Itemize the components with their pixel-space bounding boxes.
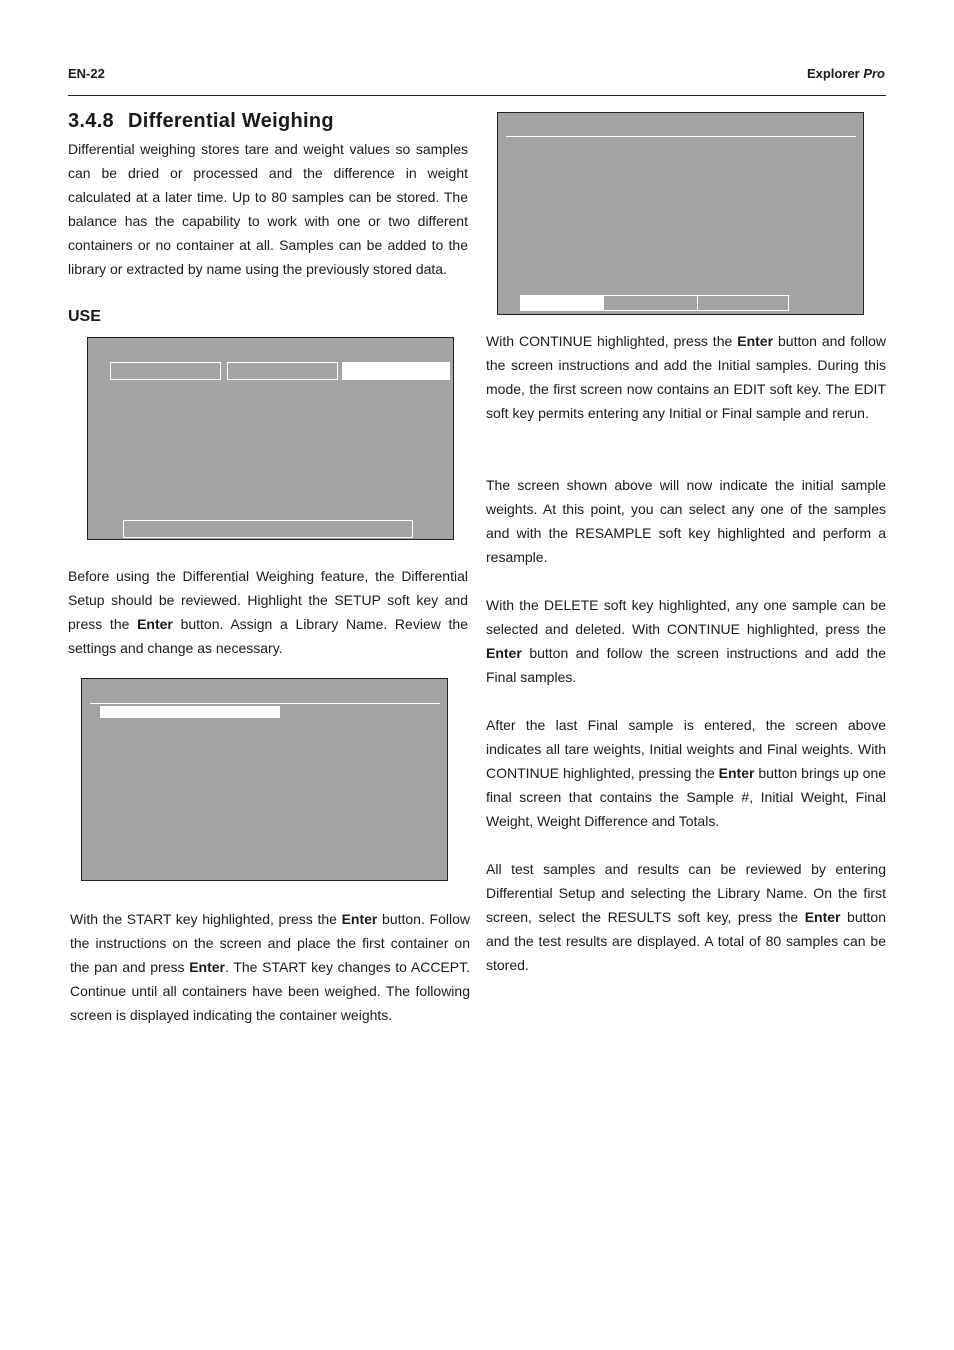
- soft-key-continue-highlighted: [520, 295, 604, 311]
- soft-key-1: [110, 362, 221, 380]
- start-text-a: With the START key highlighted, press the: [70, 911, 342, 927]
- continue-text-b: button and follow the screen instructions and add the Initial samples. During this mode, the first screen now contains an EDIT soft key. The EDIT soft key permits entering any Initial or Final sample and rerun.: [486, 333, 886, 421]
- enter-key-label: Enter: [804, 909, 841, 925]
- continue-paragraph: [486, 329, 886, 425]
- delete-text-a: With the DELETE soft key highlighted, any one sample can be selected and deleted. With CONTINUE highlighted, press the: [486, 597, 886, 637]
- use-heading: USE: [68, 308, 101, 325]
- setup-paragraph: [68, 564, 468, 660]
- section-title-text: Differential Weighing: [127, 110, 334, 132]
- enter-key-label: Enter: [486, 645, 522, 661]
- screen-container-weights: [497, 112, 864, 315]
- soft-key-setup-highlighted: [342, 362, 450, 380]
- product-suffix: Pro: [863, 66, 885, 81]
- soft-key-2: [603, 295, 698, 311]
- results-paragraph: [486, 857, 886, 977]
- start-paragraph: [70, 907, 470, 1027]
- header-rule: [68, 95, 886, 96]
- title-divider: [506, 136, 856, 137]
- screen-main-menu: [87, 337, 454, 540]
- start-text-b: button. Follow the instructions on the screen and place the first container on the pan and press: [70, 911, 470, 975]
- final-text-b: button brings up one final screen that contains the Sample #, Initial Weight, Final Weight, Weight Difference and Totals.: [486, 765, 887, 829]
- delete-paragraph: [486, 593, 886, 689]
- enter-key-label: Enter: [341, 911, 378, 927]
- soft-key-3: [697, 295, 789, 311]
- enter-key-label: Enter: [737, 333, 774, 349]
- start-text-c: . The START key changes to ACCEPT. Continue until all containers have been weighed. The following screen is displayed indicating the container weights.: [70, 959, 470, 1023]
- highlighted-menu-item: [100, 706, 280, 718]
- page-number: EN-22: [68, 66, 105, 81]
- soft-key-2: [227, 362, 338, 380]
- product-name: [807, 66, 885, 81]
- setup-text-b: button. Assign a Library Name. Review the settings and change as necessary.: [68, 616, 468, 656]
- product-name-text: Explorer: [806, 66, 860, 81]
- title-divider: [90, 703, 440, 704]
- setup-text-a: Before using the Differential Weighing feature, the Differential Setup should be reviewed. Highlight the SETUP soft key and press the: [68, 568, 468, 632]
- resample-paragraph: The screen shown above will now indicate the initial sample weights. At this point, you can select any one of the samples and with the RESAMPLE soft key highlighted and perform a resample.: [486, 477, 886, 565]
- enter-key-label: Enter: [137, 616, 173, 632]
- final-paragraph: [486, 713, 886, 833]
- final-text-a: After the last Final sample is entered, the screen above indicates all tare weights, Initial weights and Final weights. With CONTINUE highlighted, pressing the: [486, 717, 886, 781]
- results-text-a: All test samples and results can be reviewed by entering Differential Setup and selecting the Library Name. On the first screen, select the RESULTS soft key, press the: [486, 861, 886, 925]
- results-text-b: button and the test results are displayed. A total of 80 samples can be stored.: [486, 909, 886, 973]
- continue-text-a: With CONTINUE highlighted, press the: [486, 333, 738, 349]
- screen-setup: [81, 678, 448, 881]
- bottom-field-box: [123, 520, 413, 538]
- enter-key-label: Enter: [189, 959, 225, 975]
- intro-paragraph: Differential weighing stores tare and weight values so samples can be dried or processed and the difference in weight calculated at a later time. Up to 80 samples can be stored. The balance has the capability to work with one or two different containers or no container at all. Samples can be added to the library or extracted by name using the previously stored data.: [68, 141, 468, 277]
- section-number: 3.4.8: [68, 110, 114, 132]
- enter-key-label: Enter: [718, 765, 755, 781]
- section-title: [68, 110, 334, 133]
- delete-text-b: button and follow the screen instructions and add the Final samples.: [486, 645, 886, 685]
